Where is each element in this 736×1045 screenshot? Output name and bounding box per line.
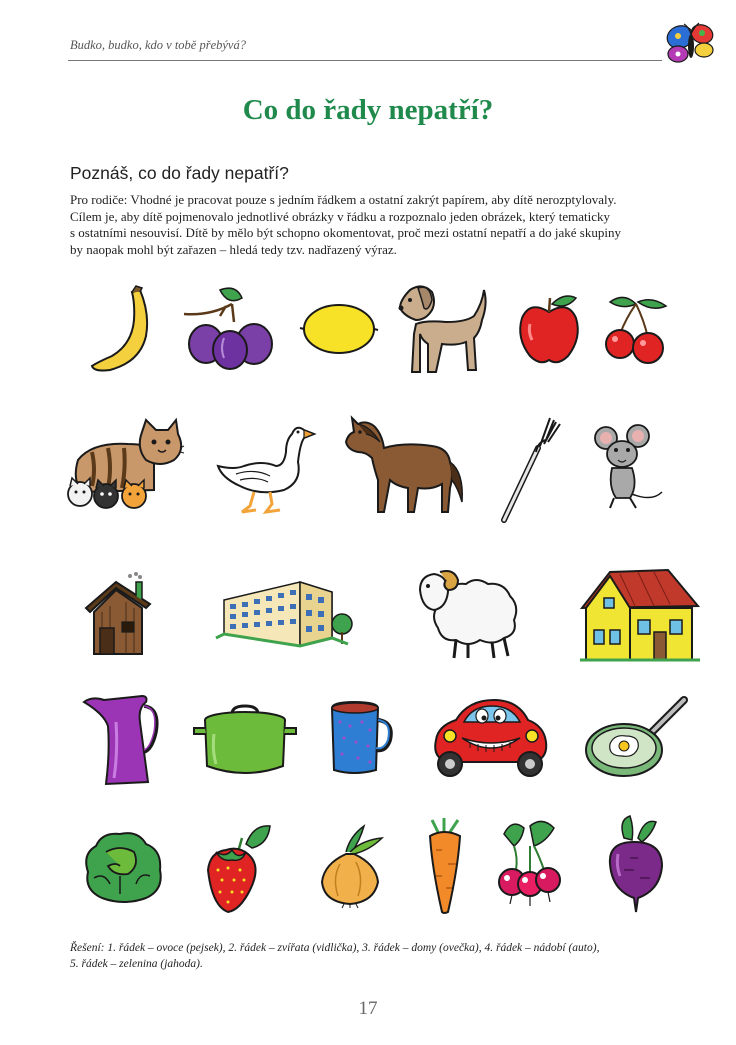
frying-pan-picture bbox=[584, 696, 690, 780]
beetroot-picture bbox=[604, 814, 668, 914]
running-header: Budko, budko, kdo v tobě přebývá? bbox=[70, 38, 246, 52]
answer-line: 5. řádek – zelenina (jahoda). bbox=[70, 958, 203, 970]
apple-picture bbox=[516, 292, 582, 366]
cat-with-kittens-picture bbox=[62, 420, 184, 512]
page-title: Co do řady nepatří? bbox=[242, 94, 494, 126]
jug-picture bbox=[82, 692, 160, 788]
banana-picture bbox=[88, 284, 160, 374]
instruction-line: by naopak mohl být zařazen – hledá tedy tzv. nadřazený výraz. bbox=[70, 241, 397, 257]
instruction-line: Cílem je, aby dítě pojmenovalo jednotlivé obrázky v řádku a rozpoznalo jeden obrázek, který tematicky bbox=[70, 208, 611, 224]
instruction-line: Pro rodiče: Vhodné je pracovat pouze s jedním řádkem a ostatní zakrýt papírem, aby dítě nerozptylovaly. bbox=[70, 192, 617, 207]
mug-picture bbox=[328, 700, 394, 776]
apartment-block-picture bbox=[214, 574, 354, 650]
plums-picture bbox=[180, 286, 278, 372]
goose-picture bbox=[214, 422, 316, 516]
yellow-house-picture bbox=[580, 568, 700, 662]
sheep-picture bbox=[414, 566, 520, 660]
onion-picture bbox=[316, 822, 386, 908]
red-car-picture bbox=[428, 696, 552, 782]
cabbage-picture bbox=[80, 828, 166, 904]
instruction-line: s ostatními nesouvisí. Dítě by mělo být schopno okomentovat, proč mezi ostatní nepatří a do jaké skupiny bbox=[70, 225, 621, 240]
wooden-shed-picture bbox=[80, 572, 156, 656]
carrot-picture bbox=[424, 818, 466, 914]
header-divider bbox=[68, 60, 662, 61]
answer-key bbox=[70, 940, 700, 972]
parent-instructions bbox=[70, 192, 690, 258]
answer-line: Řešení: 1. řádek – ovoce (pejsek), 2. řádek – zvířata (vidlička), 3. řádek – domy (ovečka), 4. řádek – nádobí (auto), bbox=[70, 942, 600, 954]
cooking-pot-picture bbox=[192, 704, 298, 778]
mouse-picture bbox=[594, 424, 666, 512]
horse-picture bbox=[344, 412, 468, 518]
cherries-picture bbox=[604, 294, 668, 364]
lemon-picture bbox=[300, 302, 378, 356]
exercise-subtitle: Poznáš, co do řady nepatří? bbox=[70, 163, 289, 183]
fork-picture bbox=[498, 414, 564, 524]
page-number: 17 bbox=[358, 998, 378, 1019]
strawberry-picture bbox=[202, 818, 274, 914]
dog-picture bbox=[396, 280, 494, 378]
radishes-picture bbox=[494, 818, 564, 908]
butterfly-logo-icon bbox=[664, 20, 720, 68]
